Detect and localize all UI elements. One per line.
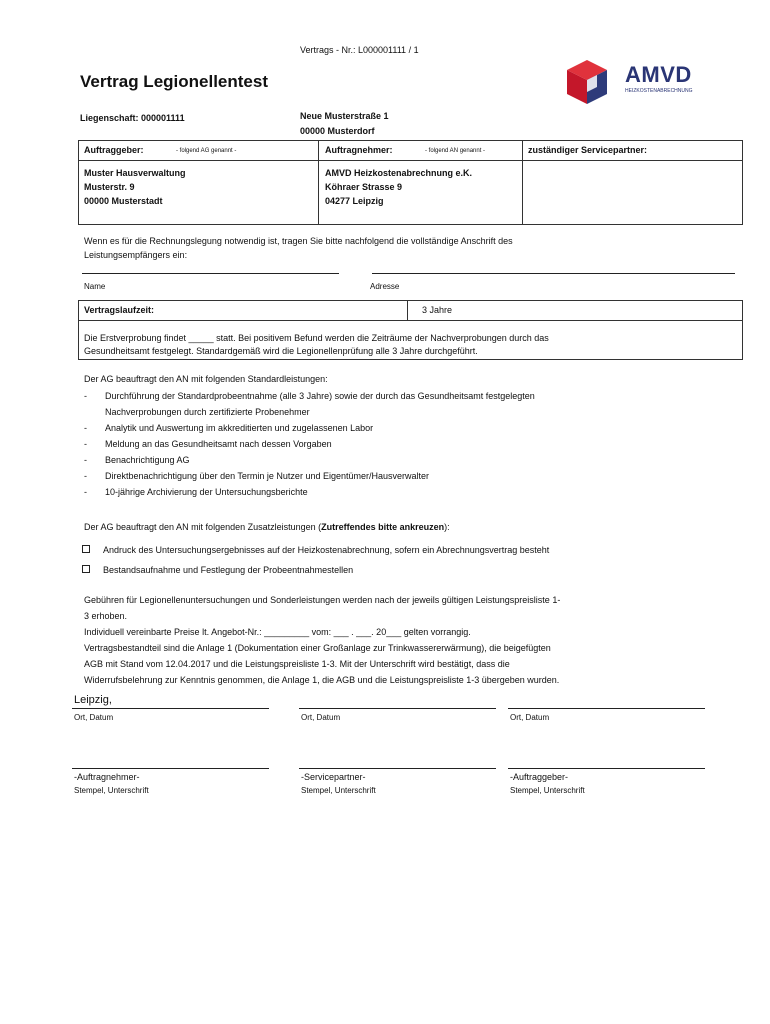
list-item: Analytik und Auswertung im akkreditierten und zugelassenen Labor — [105, 423, 374, 433]
client-line: 00000 Musterstadt — [84, 196, 163, 206]
standard-list — [105, 388, 535, 500]
option-label: Andruck des Untersuchungsergebnisses auf der Heizkostenabrechnung, sofern ein Abrechnungsvertrag besteht — [103, 545, 550, 555]
place-date-line[interactable] — [72, 708, 269, 709]
bullet-dash: - — [84, 423, 87, 433]
signature-line[interactable] — [299, 768, 496, 769]
client-line: Muster Hausverwaltung — [84, 168, 186, 178]
place-date-label: Ort, Datum — [301, 713, 341, 722]
amvd-logo — [563, 56, 713, 111]
address-input-line[interactable] — [372, 273, 735, 274]
term-text-line: Die Erstverprobung findet _____ statt. Bei positivem Befund werden die Zeiträume der Nachverprobungen durch das — [84, 333, 549, 343]
list-item: Meldung an das Gesundheitsamt nach dessen Vorgaben — [105, 439, 332, 449]
billing-note — [84, 234, 513, 262]
parties-col-divider — [318, 140, 319, 225]
contract-number: Vertrags - Nr.: L000001111 / 1 — [300, 45, 419, 55]
fees-line: 3 erhoben. — [84, 611, 128, 621]
term-col-divider — [407, 300, 408, 320]
additional-intro-end: ): — [444, 522, 450, 532]
parties-col-divider — [522, 140, 523, 225]
standard-intro: Der AG beauftragt den AN mit folgenden Standardleistungen: — [84, 374, 328, 384]
fees-line: Widerrufsbelehrung zur Kenntnis genommen, die Anlage 1, die AGB und die Leistungspreisliste 1-3 übergeben wurden. — [84, 675, 560, 685]
property-label: Liegenschaft: 000001111 — [80, 113, 185, 123]
billing-note-line: Leistungsempfängers ein: — [84, 250, 188, 260]
parties-divider — [78, 160, 743, 161]
signature-role: -Servicepartner- — [301, 772, 366, 782]
option-checkbox[interactable] — [82, 565, 90, 573]
logo-cube-icon — [563, 56, 623, 111]
logo-wordmark: AMVD — [625, 62, 692, 87]
bullet-dash: - — [84, 471, 87, 481]
additional-intro — [84, 522, 450, 532]
fees-text — [84, 592, 560, 688]
fees-line: AGB mit Stand vom 12.04.2017 und die Leistungspreisliste 1-3. Mit der Unterschrift wird bestätigt, dass die — [84, 659, 510, 669]
bullet-dash: - — [84, 455, 87, 465]
page-title: Vertrag Legionellentest — [80, 72, 268, 91]
option-checkbox[interactable] — [82, 545, 90, 553]
term-value: 3 Jahre — [422, 305, 453, 315]
contractor-line: AMVD Heizkostenabrechnung e.K. — [325, 168, 473, 178]
client-line: Musterstr. 9 — [84, 182, 135, 192]
list-item: Direktbenachrichtigung über den Termin je Nutzer und Eigentümer/Hausverwalter — [105, 471, 429, 481]
fees-line: Vertragsbestandteil sind die Anlage 1 (Dokumentation einer Großanlage zur Trinkwassererwärmung), die beigefügten — [84, 643, 551, 653]
list-item: Benachrichtigung AG — [105, 455, 190, 465]
logo-subtitle: HEIZKOSTENABRECHNUNG — [625, 88, 693, 94]
fees-line: Individuell vereinbarte Preise lt. Angebot-Nr.: _________ vom: ___ . ___. 20___ gelten vorrangig. — [84, 627, 471, 637]
additional-intro-text: Der AG beauftragt den AN mit folgenden Zusatzleistungen ( — [84, 522, 322, 532]
billing-note-line: Wenn es für die Rechnungslegung notwendig ist, tragen Sie bitte nachfolgend die vollständige Anschrift des — [84, 236, 513, 246]
list-item: Durchführung der Standardprobeentnahme (alle 3 Jahre) sowie der durch das Gesundheitsamt festgelegten — [105, 391, 535, 401]
name-input-line[interactable] — [82, 273, 339, 274]
standard-dash-col — [84, 388, 87, 500]
contractor-note: - folgend AN genannt - — [425, 148, 486, 154]
signature-role: -Auftraggeber- — [510, 772, 569, 782]
client-label: Auftraggeber: — [84, 145, 144, 155]
stamp-label: Stempel, Unterschrift — [301, 786, 376, 795]
term-text-line: Gesundheitsamt festgelegt. Standardgemäß wird die Legionellenprüfung alle 3 Jahre durchgeführt. — [84, 346, 478, 356]
contractor-line: 04277 Leipzig — [325, 196, 384, 206]
bullet-dash: - — [84, 487, 87, 497]
term-text — [84, 332, 549, 358]
contractor-label: Auftragnehmer: — [325, 145, 393, 155]
list-item-continuation: Nachverprobungen durch zertifizierte Probenehmer — [105, 407, 310, 417]
place-date-label: Ort, Datum — [510, 713, 550, 722]
client-address — [84, 166, 186, 208]
option-label: Bestandsaufnahme und Festlegung der Probeentnahmestellen — [103, 565, 354, 575]
client-note: - folgend AG genannt - — [176, 148, 237, 154]
fees-line: Gebühren für Legionellenuntersuchungen und Sonderleistungen werden nach der jeweils gültigen Leistungspreisliste 1- — [84, 595, 561, 605]
address-label: Adresse — [370, 282, 400, 291]
list-item: 10-jährige Archivierung der Untersuchungsberichte — [105, 487, 308, 497]
place-value: Leipzig, — [74, 694, 112, 706]
stamp-label: Stempel, Unterschrift — [74, 786, 149, 795]
signature-line[interactable] — [72, 768, 269, 769]
bullet-dash: - — [84, 391, 87, 401]
place-date-label: Ort, Datum — [74, 713, 114, 722]
stamp-label: Stempel, Unterschrift — [510, 786, 585, 795]
term-label: Vertragslaufzeit: — [84, 305, 155, 315]
additional-intro-bold: Zutreffendes bitte ankreuzen — [321, 522, 445, 532]
place-date-line[interactable] — [508, 708, 705, 709]
contractor-address — [325, 166, 472, 208]
partner-label: zuständiger Servicepartner: — [528, 145, 648, 155]
property-street: Neue Musterstraße 1 — [300, 111, 389, 121]
name-label: Name — [84, 282, 106, 291]
signature-line[interactable] — [508, 768, 705, 769]
contractor-line: Köhraer Strasse 9 — [325, 182, 403, 192]
place-date-line[interactable] — [299, 708, 496, 709]
property-city: 00000 Musterdorf — [300, 126, 375, 136]
signature-role: -Auftragnehmer- — [74, 772, 140, 782]
term-divider — [78, 320, 743, 321]
bullet-dash: - — [84, 439, 87, 449]
